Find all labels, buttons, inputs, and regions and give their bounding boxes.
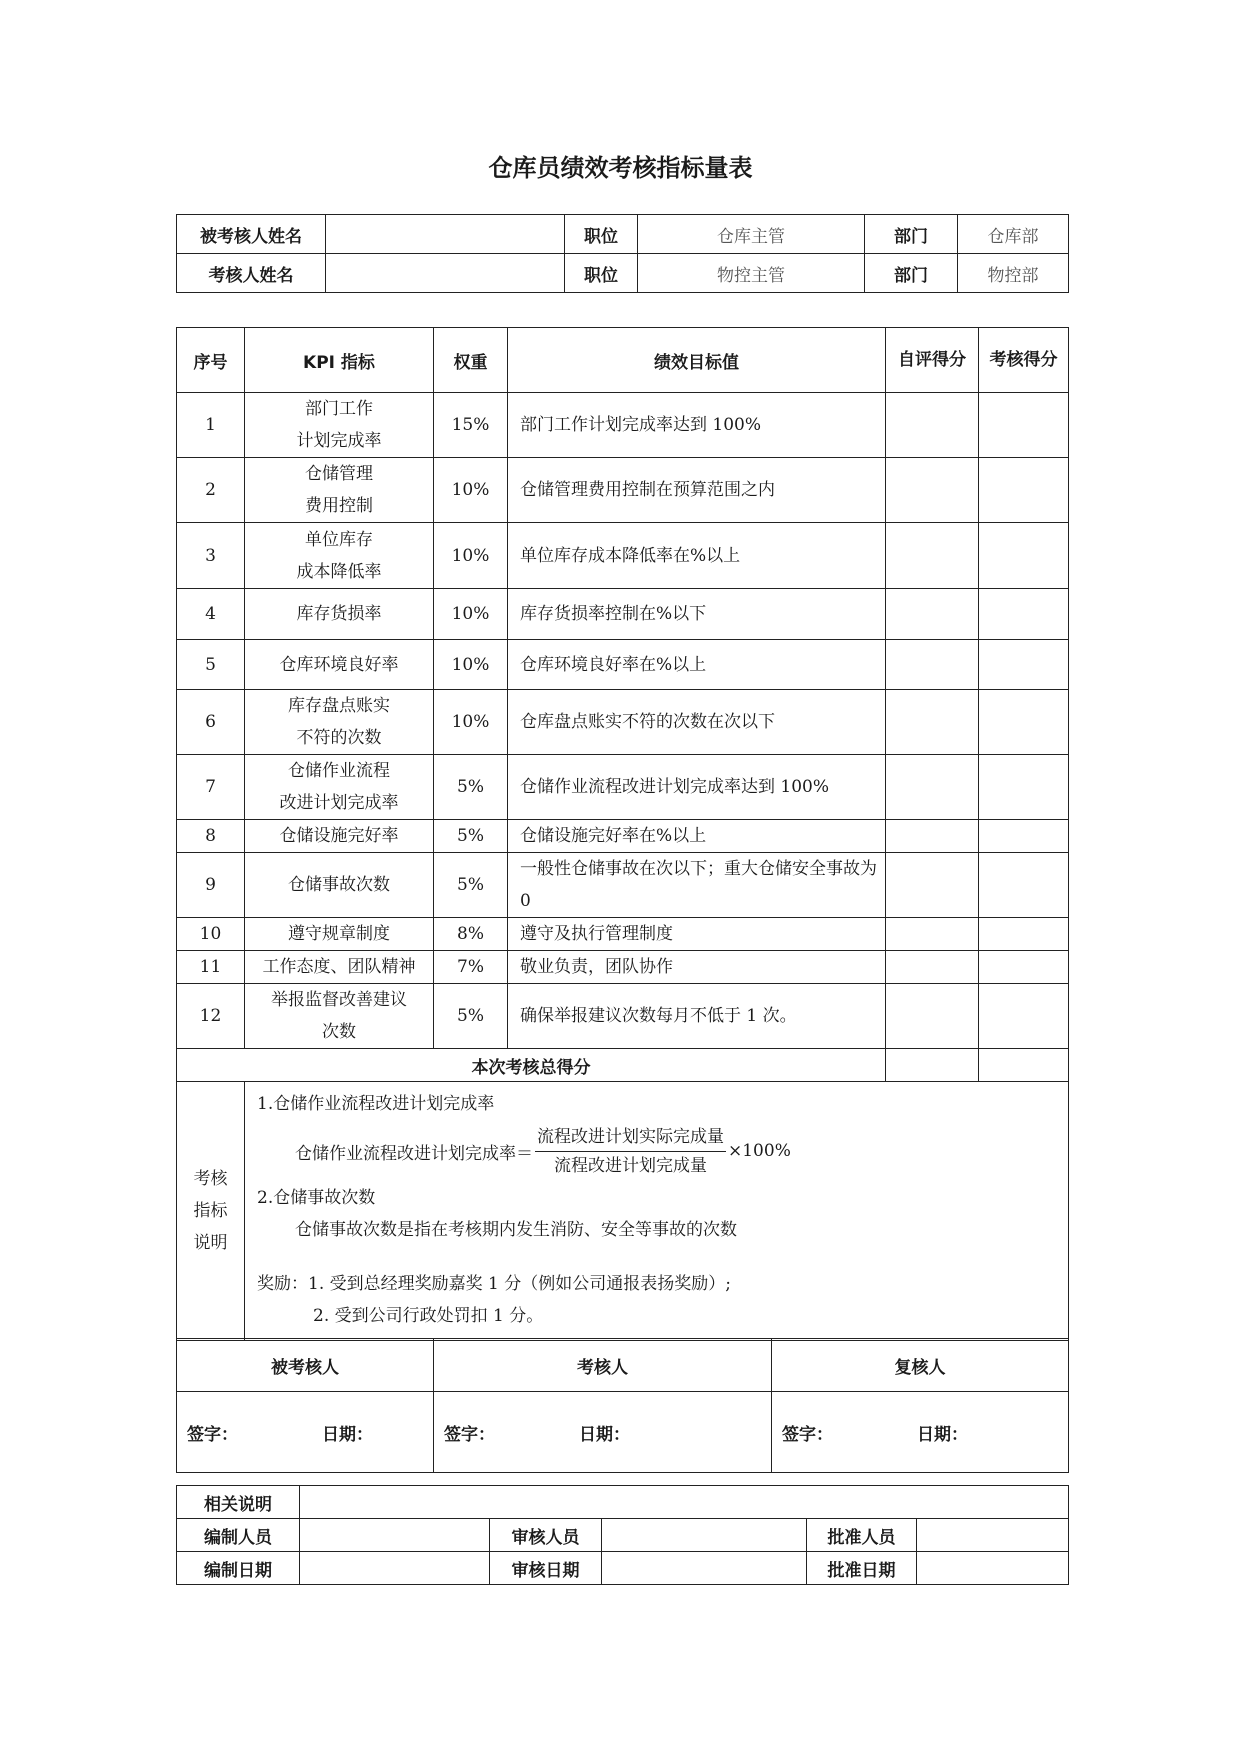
examinee-name-field[interactable]	[326, 215, 565, 254]
exam-score-cell[interactable]	[979, 458, 1069, 523]
signature-table	[176, 1338, 1069, 1473]
kpi-row	[177, 951, 1069, 984]
related-field[interactable]	[300, 1486, 1069, 1519]
kpi-row	[177, 640, 1069, 690]
kpi-name	[245, 853, 434, 918]
kpi-no: 11	[177, 951, 245, 984]
audit-date-field[interactable]	[602, 1552, 807, 1585]
exam-score-cell[interactable]	[979, 820, 1069, 853]
compile-date-field[interactable]	[300, 1552, 490, 1585]
kpi-name-line: 库存货损率	[296, 604, 382, 624]
audit-date-label: 审核日期	[490, 1552, 602, 1585]
exam-score-cell[interactable]	[979, 984, 1069, 1049]
kpi-target: 遵守及执行管理制度	[508, 918, 886, 951]
kpi-name-line: 工作态度、团队精神	[262, 957, 416, 977]
kpi-header-row	[177, 328, 1069, 393]
note-reward-1: 奖励：1. 受到总经理奖励嘉奖 1 分（例如公司通报表扬奖励）;	[257, 1274, 731, 1294]
kpi-row	[177, 984, 1069, 1049]
related-label: 相关说明	[177, 1486, 300, 1519]
exam-score-cell[interactable]	[979, 951, 1069, 984]
kpi-row	[177, 589, 1069, 640]
kpi-weight: 5%	[434, 755, 508, 820]
kpi-name-line: 遵守规章制度	[288, 924, 390, 944]
kpi-name	[245, 393, 434, 458]
approver-field[interactable]	[917, 1519, 1069, 1552]
header-kpi: KPI 指标	[245, 328, 434, 393]
self-score-cell[interactable]	[886, 393, 979, 458]
page-title: 仓库员绩效考核指标量表	[488, 154, 753, 182]
total-score-label: 本次考核总得分	[177, 1049, 886, 1082]
note-item2-title: 2.仓储事故次数	[257, 1188, 376, 1208]
sig-examinee-header: 被考核人	[177, 1339, 434, 1392]
sign-label: 签字：	[782, 1424, 833, 1445]
header-exam-score: 考核得分	[979, 328, 1069, 393]
note-item1-title: 1.仓储作业流程改进计划完成率	[257, 1094, 495, 1114]
exam-score-cell[interactable]	[979, 393, 1069, 458]
self-score-cell[interactable]	[886, 640, 979, 690]
self-score-cell[interactable]	[886, 918, 979, 951]
kpi-name-line: 部门工作	[305, 399, 373, 419]
kpi-name-line: 费用控制	[305, 496, 373, 516]
signature-row	[177, 1392, 1069, 1473]
kpi-weight: 8%	[434, 918, 508, 951]
kpi-name	[245, 523, 434, 589]
kpi-row	[177, 853, 1069, 918]
notes-label: 考核指标说明	[177, 1082, 245, 1341]
exam-score-cell[interactable]	[979, 589, 1069, 640]
kpi-table	[176, 327, 1069, 1341]
exam-score-cell[interactable]	[979, 918, 1069, 951]
kpi-name	[245, 640, 434, 690]
kpi-weight: 5%	[434, 984, 508, 1049]
kpi-weight: 5%	[434, 820, 508, 853]
examinee-name-label: 被考核人姓名	[177, 215, 326, 254]
related-row	[177, 1486, 1069, 1519]
self-score-cell[interactable]	[886, 690, 979, 755]
exam-score-cell[interactable]	[979, 853, 1069, 918]
notes-row	[177, 1082, 1069, 1341]
formula-multiplier: ×100%	[728, 1141, 791, 1161]
self-score-cell[interactable]	[886, 458, 979, 523]
examinee-dept-value: 仓库部	[958, 215, 1069, 254]
kpi-no: 6	[177, 690, 245, 755]
kpi-weight: 10%	[434, 589, 508, 640]
kpi-name	[245, 458, 434, 523]
formula-denominator: 流程改进计划完成量	[554, 1155, 707, 1176]
kpi-target: 仓库盘点账实不符的次数在次以下	[508, 690, 886, 755]
kpi-target: 仓储作业流程改进计划完成率达到 100%	[508, 755, 886, 820]
self-score-cell[interactable]	[886, 755, 979, 820]
dept-label: 部门	[865, 215, 958, 254]
sign-label: 签字：	[444, 1424, 495, 1445]
self-score-cell[interactable]	[886, 523, 979, 589]
kpi-name	[245, 690, 434, 755]
compile-date-label: 编制日期	[177, 1552, 300, 1585]
total-self-score-cell[interactable]	[886, 1049, 979, 1082]
kpi-target: 仓库环境良好率在%以上	[508, 640, 886, 690]
kpi-target: 确保举报建议次数每月不低于 1 次。	[508, 984, 886, 1049]
kpi-target: 仓储管理费用控制在预算范围之内	[508, 458, 886, 523]
self-score-cell[interactable]	[886, 951, 979, 984]
kpi-target: 敬业负责，团队协作	[508, 951, 886, 984]
kpi-name-line: 不符的次数	[296, 728, 382, 748]
kpi-name-line: 仓储管理	[305, 464, 373, 484]
kpi-name-line: 成本降低率	[296, 561, 382, 582]
kpi-no: 7	[177, 755, 245, 820]
kpi-no: 1	[177, 393, 245, 458]
exam-score-cell[interactable]	[979, 690, 1069, 755]
kpi-row	[177, 755, 1069, 820]
kpi-row	[177, 458, 1069, 523]
dept-label: 部门	[865, 254, 958, 293]
kpi-name-line: 仓库环境良好率	[279, 654, 399, 675]
kpi-name	[245, 918, 434, 951]
sign-label: 签字：	[187, 1424, 238, 1445]
kpi-name-line: 改进计划完成率	[279, 793, 399, 813]
examiner-dept-value: 物控部	[958, 254, 1069, 293]
position-label: 职位	[565, 254, 638, 293]
header-weight: 权重	[434, 328, 508, 393]
kpi-name-line: 计划完成率	[296, 431, 382, 451]
kpi-weight: 10%	[434, 640, 508, 690]
self-score-cell[interactable]	[886, 853, 979, 918]
formula	[257, 1120, 1056, 1182]
kpi-name	[245, 984, 434, 1049]
examinee-row	[177, 215, 1069, 254]
kpi-no: 8	[177, 820, 245, 853]
kpi-name-line: 库存盘点账实	[288, 696, 390, 716]
kpi-row	[177, 918, 1069, 951]
approve-date-label: 批准日期	[807, 1552, 917, 1585]
kpi-name-line: 次数	[322, 1022, 356, 1042]
kpi-weight: 10%	[434, 690, 508, 755]
total-exam-score-cell[interactable]	[979, 1049, 1069, 1082]
kpi-name	[245, 820, 434, 853]
kpi-no: 12	[177, 984, 245, 1049]
kpi-no: 5	[177, 640, 245, 690]
kpi-no: 9	[177, 853, 245, 918]
examiner-row	[177, 254, 1069, 293]
kpi-name-line: 仓储作业流程	[288, 761, 390, 781]
sig-examiner-header: 考核人	[434, 1339, 772, 1392]
note-reward-2: 2. 受到公司行政处罚扣 1 分。	[313, 1306, 544, 1326]
examinee-position-value: 仓库主管	[638, 215, 865, 254]
notes-content	[245, 1082, 1069, 1341]
compiler-label: 编制人员	[177, 1519, 300, 1552]
info-table	[176, 214, 1069, 293]
kpi-no: 4	[177, 589, 245, 640]
kpi-weight: 10%	[434, 523, 508, 589]
kpi-weight: 5%	[434, 853, 508, 918]
approver-label: 批准人员	[807, 1519, 917, 1552]
sig-reviewer-cell[interactable]	[772, 1392, 1069, 1473]
header-no: 序号	[177, 328, 245, 393]
auditor-label: 审核人员	[490, 1519, 602, 1552]
kpi-row	[177, 820, 1069, 853]
formula-lhs: 仓储作业流程改进计划完成率＝	[295, 1143, 533, 1164]
formula-fraction	[535, 1125, 726, 1178]
examiner-position-value: 物控主管	[638, 254, 865, 293]
kpi-target: 库存货损率控制在%以下	[508, 589, 886, 640]
date-label: 日期：	[579, 1424, 630, 1445]
examiner-name-label: 考核人姓名	[177, 254, 326, 293]
examiner-name-field[interactable]	[326, 254, 565, 293]
kpi-row	[177, 690, 1069, 755]
approve-date-field[interactable]	[917, 1552, 1069, 1585]
kpi-name	[245, 589, 434, 640]
signature-header-row	[177, 1339, 1069, 1392]
exam-score-cell[interactable]	[979, 755, 1069, 820]
kpi-name-line: 举报监督改善建议	[271, 990, 407, 1010]
kpi-weight: 7%	[434, 951, 508, 984]
kpi-name	[245, 755, 434, 820]
self-score-cell[interactable]	[886, 820, 979, 853]
self-score-cell[interactable]	[886, 984, 979, 1049]
dates-row	[177, 1552, 1069, 1585]
kpi-target: 仓储设施完好率在%以上	[508, 820, 886, 853]
header-self-score: 自评得分	[886, 328, 979, 393]
personnel-row	[177, 1519, 1069, 1552]
total-row	[177, 1049, 1069, 1082]
kpi-no: 2	[177, 458, 245, 523]
kpi-row	[177, 393, 1069, 458]
kpi-name-line: 仓储设施完好率	[279, 826, 399, 846]
kpi-row	[177, 523, 1069, 589]
exam-score-cell[interactable]	[979, 640, 1069, 690]
kpi-target: 部门工作计划完成率达到 100%	[508, 393, 886, 458]
sig-reviewer-header: 复核人	[772, 1339, 1069, 1392]
compiler-field[interactable]	[300, 1519, 490, 1552]
kpi-name	[245, 951, 434, 984]
date-label: 日期：	[917, 1424, 968, 1445]
kpi-weight: 15%	[434, 393, 508, 458]
footer-table	[176, 1485, 1069, 1585]
kpi-target: 一般性仓储事故在次以下；重大仓储安全事故为 0	[508, 853, 886, 918]
sig-examiner-cell[interactable]	[434, 1392, 772, 1473]
note-item2-desc: 仓储事故次数是指在考核期内发生消防、安全等事故的次数	[295, 1220, 737, 1240]
kpi-weight: 10%	[434, 458, 508, 523]
header-target: 绩效目标值	[508, 328, 886, 393]
date-label: 日期：	[322, 1424, 373, 1445]
formula-numerator: 流程改进计划实际完成量	[535, 1125, 726, 1152]
auditor-field[interactable]	[602, 1519, 807, 1552]
exam-score-cell[interactable]	[979, 523, 1069, 589]
kpi-target: 单位库存成本降低率在%以上	[508, 523, 886, 589]
kpi-no: 3	[177, 523, 245, 589]
self-score-cell[interactable]	[886, 589, 979, 640]
position-label: 职位	[565, 215, 638, 254]
kpi-name-line: 仓储事故次数	[288, 875, 390, 895]
kpi-name-line: 单位库存	[305, 529, 373, 550]
kpi-no: 10	[177, 918, 245, 951]
sig-examinee-cell[interactable]	[177, 1392, 434, 1473]
